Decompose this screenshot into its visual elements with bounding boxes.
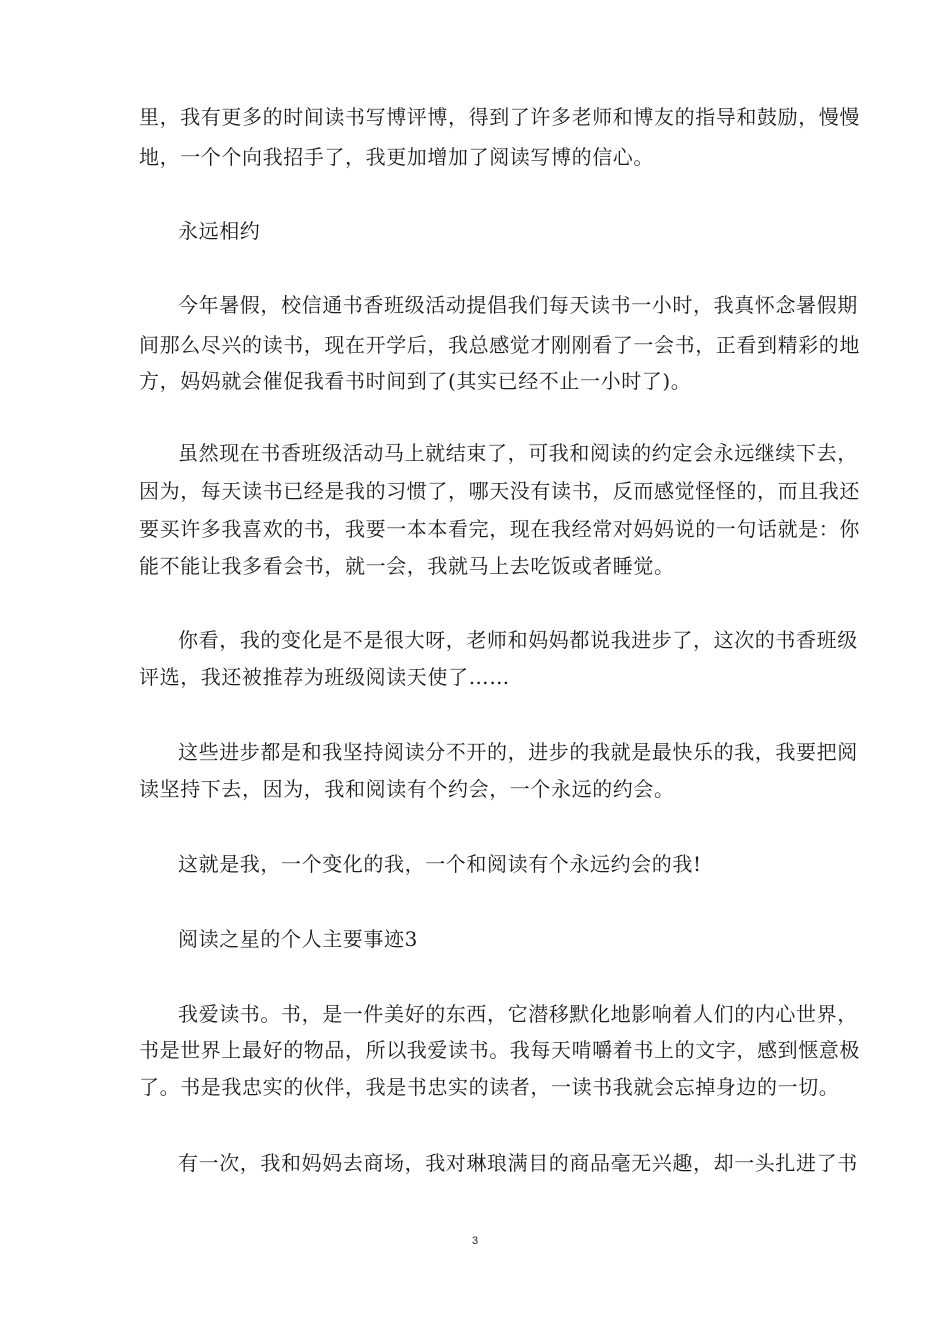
body-text-line: 你看，我的变化是不是很大呀，老师和妈妈都说我进步了，这次的书香班级 (178, 628, 858, 652)
section-heading: 阅读之星的个人主要事迹3 (178, 927, 418, 951)
body-text-line: 我爱读书。书，是一件美好的东西，它潜移默化地影响着人们的内心世界， (178, 1002, 858, 1026)
body-text-line: 书是世界上最好的物品，所以我爱读书。我每天啃嚼着书上的文字，感到惬意极 (139, 1038, 860, 1062)
body-text-line: 这些进步都是和我坚持阅读分不开的，进步的我就是最快乐的我，我要把阅 (178, 740, 858, 764)
body-text-line: 评选，我还被推荐为班级阅读天使了…… (139, 665, 510, 689)
body-text-line: 今年暑假，校信通书香班级活动提倡我们每天读书一小时，我真怀念暑假期 (178, 293, 858, 317)
body-text-line: 读坚持下去，因为，我和阅读有个约会，一个永远的约会。 (139, 777, 675, 801)
page-number: 3 (471, 1235, 479, 1247)
body-text-line: 能不能让我多看会书，就一会，我就马上去吃饭或者睡觉。 (139, 554, 675, 578)
body-text-line: 里，我有更多的时间读书写博评博，得到了许多老师和博友的指导和鼓励，慢慢 (139, 105, 860, 129)
body-text-line: 这就是我，一个变化的我，一个和阅读有个永远约会的我! (178, 852, 702, 876)
body-text-line: 因为，每天读书已经是我的习惯了，哪天没有读书，反而感觉怪怪的，而且我还 (139, 479, 860, 503)
body-text-line: 虽然现在书香班级活动马上就结束了，可我和阅读的约定会永远继续下去， (178, 441, 858, 465)
body-text-line: 间那么尽兴的读书，现在开学后，我总感觉才刚刚看了一会书，正看到精彩的地 (139, 333, 860, 357)
body-text-line: 方，妈妈就会催促我看书时间到了(其实已经不止一小时了)。 (139, 369, 692, 393)
body-text-line: 地，一个个向我招手了，我更加增加了阅读写博的信心。 (139, 145, 654, 169)
body-text-line: 了。书是我忠实的伙伴，我是书忠实的读者，一读书我就会忘掉身边的一切。 (139, 1075, 840, 1099)
body-text-line: 要买许多我喜欢的书，我要一本本看完，现在我经常对妈妈说的一句话就是：你 (139, 517, 860, 541)
body-text-line: 有一次，我和妈妈去商场，我对琳琅满目的商品毫无兴趣，却一头扎进了书 (178, 1151, 858, 1175)
section-heading: 永远相约 (178, 219, 261, 243)
